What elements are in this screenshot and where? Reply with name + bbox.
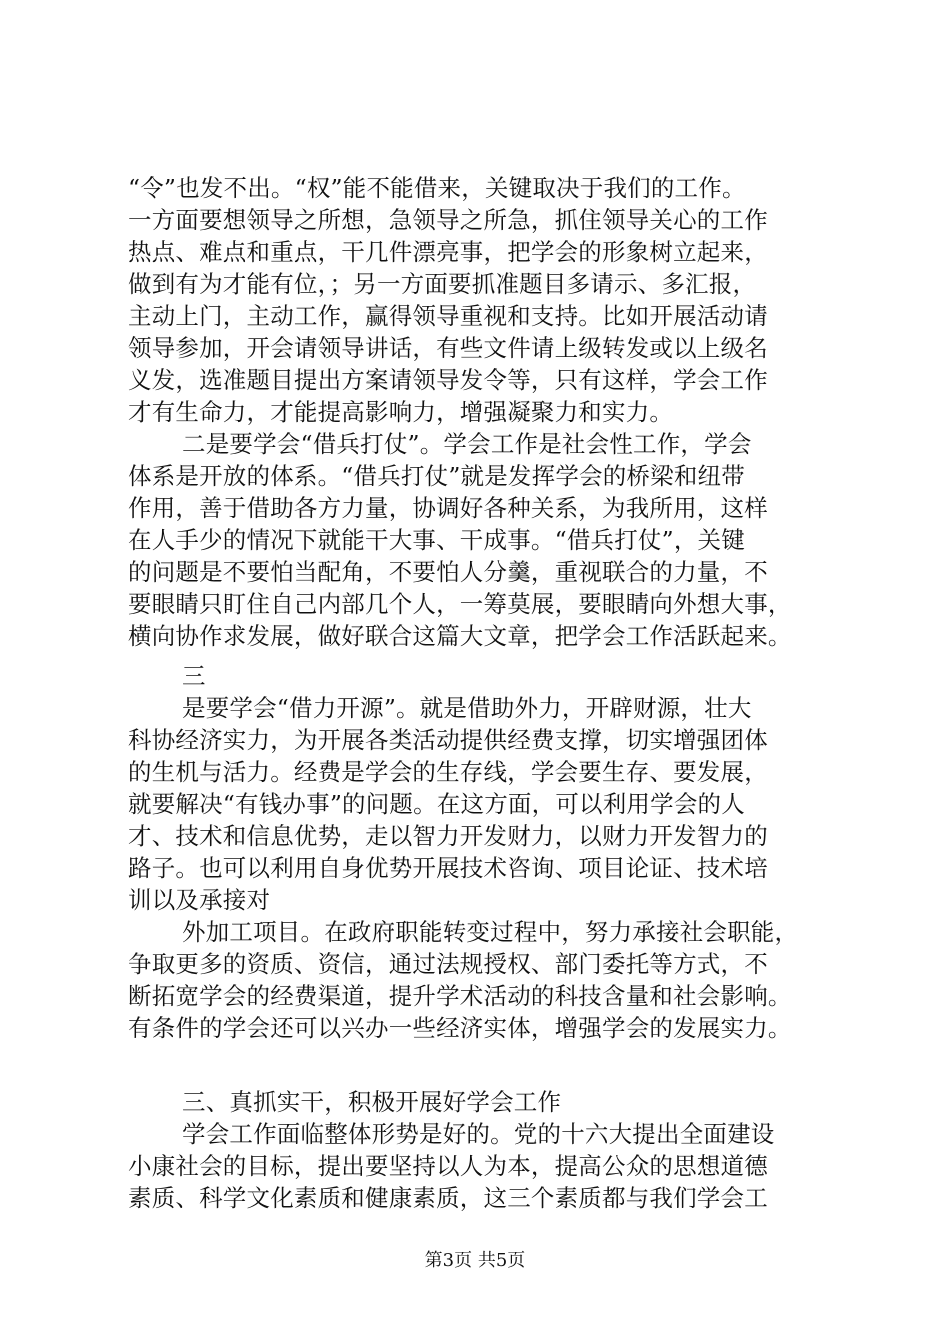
text-line: 素质、科学文化素质和健康素质，这三个素质都与我们学会工 [128, 1184, 768, 1212]
text-line: 要眼睛只盯住自己内部几个人，一筹莫展，要眼睛向外想大事， [128, 590, 792, 618]
text-line: 路子。也可以利用自身优势开展技术咨询、项目论证、技术培 [128, 854, 768, 882]
text-line: 的问题是不要怕当配角，不要怕人分羹，重视联合的力量，不 [128, 558, 768, 586]
text-line: 横向协作求发展，做好联合这篇大文章，把学会工作活跃起来。 [128, 622, 792, 650]
text-line: 体系是开放的体系。“借兵打仗”就是发挥学会的桥梁和纽带 [128, 462, 745, 490]
text-line: 才、技术和信息优势，走以智力开发财力，以财力开发智力的 [128, 822, 768, 850]
text-block-1 [128, 172, 853, 652]
text-line: 是要学会“借力开源”。就是借助外力，开辟财源，壮大 [182, 694, 752, 722]
text-line: 做到有为才能有位，；另一方面要抓准题目多请示、多汇报， [128, 270, 757, 298]
text-line: 主动上门，主动工作，赢得领导重视和支持。比如开展活动请 [128, 302, 768, 330]
text-line: 作用，善于借助各方力量，协调好各种关系，为我所用，这样 [128, 494, 768, 522]
paragraph-start-line: 外加工项目。在政府职能转变过程中，努力承接社会职能， [182, 918, 799, 946]
text-line: 争取更多的资质、资信，通过法规授权、部门委托等方式，不 [128, 950, 768, 978]
text-line: 热点、难点和重点，干几件漂亮事，把学会的形象树立起来， [128, 238, 768, 266]
text-line: 的生机与活力。经费是学会的生存线，学会要生存、要发展， [128, 758, 768, 786]
section-heading: 三、真抓实干，积极开展好学会工作 [182, 1088, 562, 1116]
text-line: 有条件的学会还可以兴办一些经济实体，增强学会的发展实力。 [128, 1014, 792, 1042]
text-line: 领导参加，开会请领导讲话，有些文件请上级转发或以上级名 [128, 334, 768, 362]
page-footer: 第3页 共5页 [424, 1250, 526, 1271]
paragraph-start-line: 二是要学会“借兵打仗”。学会工作是社会性工作，学会 [182, 430, 752, 458]
text-line: 在人手少的情况下就能干大事、干成事。“借兵打仗”，关键 [128, 526, 745, 554]
text-block-3 [128, 1086, 853, 1214]
text-block-2 [128, 660, 853, 1044]
text-line: 义发，选准题目提出方案请领导发令等，只有这样，学会工作 [128, 366, 768, 394]
text-line: 断拓宽学会的经费渠道，提升学术活动的科技含量和社会影响。 [128, 982, 792, 1010]
text-line: 小康社会的目标，提出要坚持以人为本，提高公众的思想道德 [128, 1152, 768, 1180]
paragraph-start-line: 学会工作面临整体形势是好的。党的十六大提出全面建设 [182, 1120, 775, 1148]
text-line: 一方面要想领导之所想，急领导之所急，抓住领导关心的工作 [128, 206, 768, 234]
text-line: “令”也发不出。“权”能不能借来，关键取决于我们的工作。 [128, 174, 746, 202]
text-line: 才有生命力，才能提高影响力，增强凝聚力和实力。 [128, 398, 674, 426]
text-line: 训以及承接对 [128, 886, 271, 914]
text-line: 科协经济实力，为开展各类活动提供经费支撑，切实增强团体 [128, 726, 768, 754]
text-line: 就要解决“有钱办事”的问题。在这方面，可以利用学会的人 [128, 790, 745, 818]
paragraph-start-line: 三 [182, 662, 206, 690]
